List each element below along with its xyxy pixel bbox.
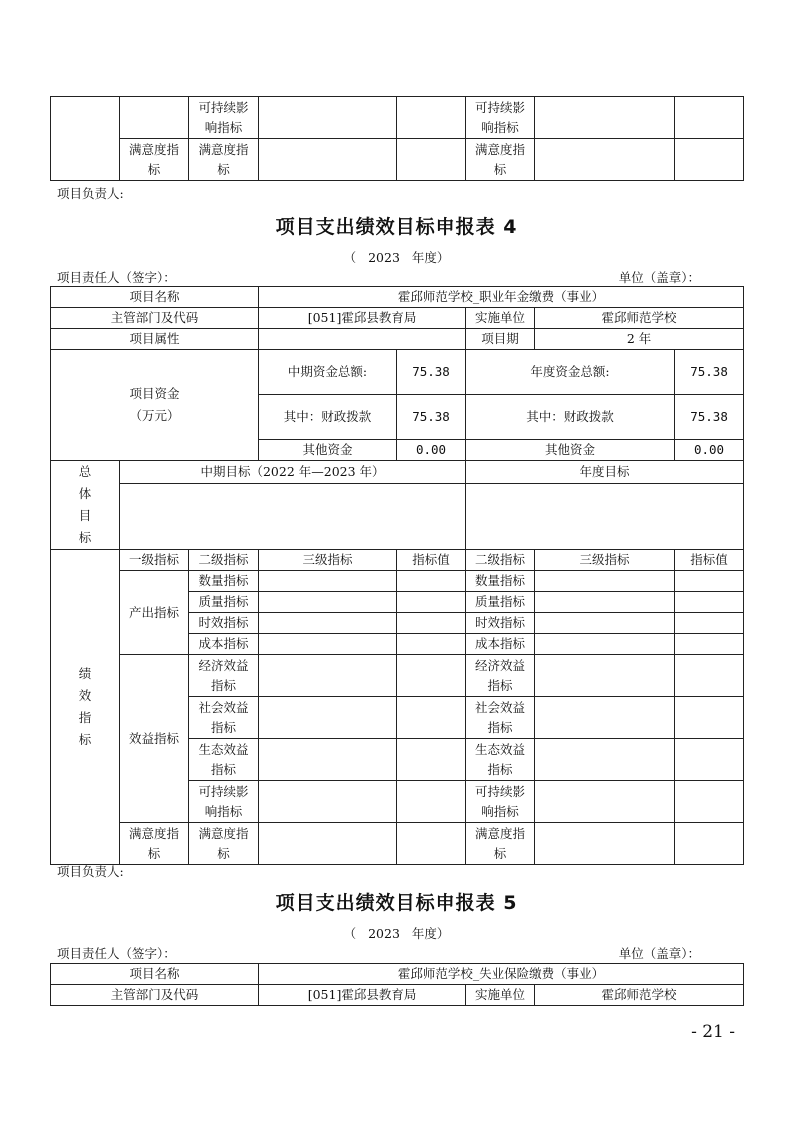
overall-goal-label: 总 体 目 标 bbox=[51, 461, 120, 550]
project-attr-value bbox=[259, 329, 466, 350]
cell-empty bbox=[675, 97, 744, 139]
satisfaction-l1-cell: 满意度指 标 bbox=[120, 139, 189, 181]
dept-value: [051]霍邱县教育局 bbox=[259, 308, 466, 329]
table3-continuation bbox=[50, 96, 744, 181]
table4-signer-label: 项目责任人（签字）： bbox=[57, 270, 176, 285]
cell-empty bbox=[259, 571, 397, 592]
cell-empty bbox=[259, 139, 397, 181]
cell-empty bbox=[259, 781, 397, 823]
period-value: 2 年 bbox=[535, 329, 744, 350]
funds-label: 项目资金 （万元） bbox=[51, 350, 259, 461]
cell-empty bbox=[397, 634, 466, 655]
satisfaction-l2-cell: 满意度指 标 bbox=[189, 823, 259, 865]
header-level1: 一级指标 bbox=[120, 550, 189, 571]
benefit-item-right: 可持续影 响指标 bbox=[466, 781, 535, 823]
header-value: 指标值 bbox=[397, 550, 466, 571]
cell-empty bbox=[259, 655, 397, 697]
cell-empty bbox=[675, 739, 744, 781]
benefit-indicator-label: 效益指标 bbox=[120, 655, 189, 823]
table4-responsible-person: 项目负责人: bbox=[57, 864, 124, 879]
cell-empty bbox=[535, 592, 675, 613]
cell-empty bbox=[675, 139, 744, 181]
mid-other-value: 0.00 bbox=[397, 440, 466, 461]
benefit-item: 经济效益 指标 bbox=[189, 655, 259, 697]
cell-empty bbox=[259, 823, 397, 865]
mid-fiscal-value: 75.38 bbox=[397, 395, 466, 440]
satisfaction-l1-cell: 满意度指 标 bbox=[120, 823, 189, 865]
header-level3: 三级指标 bbox=[259, 550, 397, 571]
output-item: 数量指标 bbox=[189, 571, 259, 592]
cell-empty bbox=[397, 739, 466, 781]
cell-empty bbox=[535, 139, 675, 181]
year-total-value: 75.38 bbox=[675, 350, 744, 395]
header-value-right: 指标值 bbox=[675, 550, 744, 571]
output-item-right: 数量指标 bbox=[466, 571, 535, 592]
table4 bbox=[50, 286, 744, 865]
satisfaction-l2-cell: 满意度指 标 bbox=[189, 139, 259, 181]
cell-empty bbox=[535, 613, 675, 634]
mid-goal-content bbox=[120, 483, 466, 549]
mid-total-value: 75.38 bbox=[397, 350, 466, 395]
cell-empty bbox=[259, 697, 397, 739]
dept-label: 主管部门及代码 bbox=[51, 308, 259, 329]
output-item-right: 时效指标 bbox=[466, 613, 535, 634]
dept-value: [051]霍邱县教育局 bbox=[259, 985, 466, 1006]
year-other-label: 其他资金 bbox=[466, 440, 675, 461]
cell-empty bbox=[535, 697, 675, 739]
cell-empty bbox=[397, 655, 466, 697]
output-item: 时效指标 bbox=[189, 613, 259, 634]
cell-empty bbox=[397, 823, 466, 865]
cell-empty bbox=[397, 97, 466, 139]
table5 bbox=[50, 963, 744, 1006]
table4-year: （ 2023 年度） bbox=[343, 250, 450, 265]
project-name-label: 项目名称 bbox=[51, 964, 259, 985]
cell-empty bbox=[535, 97, 675, 139]
benefit-item-right: 生态效益 指标 bbox=[466, 739, 535, 781]
header-level2-right: 二级指标 bbox=[466, 550, 535, 571]
mid-goal-header: 中期目标（2022 年—2023 年） bbox=[120, 461, 466, 484]
year-total-label: 年度资金总额: bbox=[466, 350, 675, 395]
cell-empty bbox=[259, 739, 397, 781]
sustain-indicator-cell: 可持续影 响指标 bbox=[189, 97, 259, 139]
period-label: 项目期 bbox=[466, 329, 535, 350]
project-name-value: 霍邱师范学校_失业保险缴费（事业） bbox=[259, 964, 744, 985]
cell-empty bbox=[535, 823, 675, 865]
benefit-item: 社会效益 指标 bbox=[189, 697, 259, 739]
cell-empty bbox=[259, 613, 397, 634]
impl-unit-label: 实施单位 bbox=[466, 308, 535, 329]
cell-empty bbox=[51, 97, 120, 181]
cell-empty bbox=[397, 592, 466, 613]
year-fiscal-value: 75.38 bbox=[675, 395, 744, 440]
cell-empty bbox=[675, 613, 744, 634]
cell-empty bbox=[120, 97, 189, 139]
cell-empty bbox=[675, 823, 744, 865]
cell-empty bbox=[259, 97, 397, 139]
impl-unit-label: 实施单位 bbox=[466, 985, 535, 1006]
cell-empty bbox=[535, 781, 675, 823]
output-item-right: 成本指标 bbox=[466, 634, 535, 655]
cell-empty bbox=[675, 634, 744, 655]
dept-label: 主管部门及代码 bbox=[51, 985, 259, 1006]
cell-empty bbox=[259, 592, 397, 613]
cell-empty bbox=[397, 571, 466, 592]
page-number: - 21 - bbox=[691, 1022, 735, 1042]
cell-empty bbox=[535, 571, 675, 592]
cell-empty bbox=[675, 655, 744, 697]
cell-empty bbox=[397, 781, 466, 823]
cell-empty bbox=[397, 613, 466, 634]
cell-empty bbox=[397, 139, 466, 181]
mid-fiscal-label: 其中：财政拨款 bbox=[259, 395, 397, 440]
annual-goal-content bbox=[466, 483, 744, 549]
table5-unit-label: 单位（盖章）： bbox=[618, 946, 700, 961]
mid-other-label: 其他资金 bbox=[259, 440, 397, 461]
cell-empty bbox=[675, 571, 744, 592]
project-name-label: 项目名称 bbox=[51, 287, 259, 308]
table5-title: 项目支出绩效目标申报表 5 bbox=[275, 892, 518, 914]
cell-empty bbox=[675, 592, 744, 613]
table5-signer-label: 项目责任人（签字）： bbox=[57, 946, 176, 961]
year-other-value: 0.00 bbox=[675, 440, 744, 461]
annual-goal-header: 年度目标 bbox=[466, 461, 744, 484]
benefit-item-right: 经济效益 指标 bbox=[466, 655, 535, 697]
impl-unit-value: 霍邱师范学校 bbox=[535, 985, 744, 1006]
benefit-item-right: 社会效益 指标 bbox=[466, 697, 535, 739]
table4-title: 项目支出绩效目标申报表 4 bbox=[275, 216, 518, 238]
project-attr-label: 项目属性 bbox=[51, 329, 259, 350]
benefit-item: 生态效益 指标 bbox=[189, 739, 259, 781]
impl-unit-value: 霍邱师范学校 bbox=[535, 308, 744, 329]
cell-empty bbox=[535, 655, 675, 697]
table4-unit-label: 单位（盖章）： bbox=[618, 270, 700, 285]
output-indicator-label: 产出指标 bbox=[120, 571, 189, 655]
output-item: 成本指标 bbox=[189, 634, 259, 655]
mid-total-label: 中期资金总额: bbox=[259, 350, 397, 395]
header-level2: 二级指标 bbox=[189, 550, 259, 571]
responsible-person-label: 项目负责人: bbox=[57, 186, 124, 201]
header-level3-right: 三级指标 bbox=[535, 550, 675, 571]
cell-empty bbox=[675, 781, 744, 823]
cell-empty bbox=[675, 697, 744, 739]
cell-empty bbox=[397, 697, 466, 739]
project-name-value: 霍邱师范学校_职业年金缴费（事业） bbox=[259, 287, 744, 308]
year-fiscal-label: 其中：财政拨款 bbox=[466, 395, 675, 440]
performance-indicator-label: 绩 效 指 标 bbox=[51, 550, 120, 865]
cell-empty bbox=[259, 634, 397, 655]
table5-year: （ 2023 年度） bbox=[343, 926, 450, 941]
cell-empty bbox=[535, 739, 675, 781]
sustain-indicator-cell-right: 可持续影 响指标 bbox=[466, 97, 535, 139]
benefit-item: 可持续影 响指标 bbox=[189, 781, 259, 823]
satisfaction-l2-cell-right: 满意度指 标 bbox=[466, 823, 535, 865]
output-item-right: 质量指标 bbox=[466, 592, 535, 613]
cell-empty bbox=[535, 634, 675, 655]
satisfaction-l2-cell-right: 满意度指 标 bbox=[466, 139, 535, 181]
output-item: 质量指标 bbox=[189, 592, 259, 613]
